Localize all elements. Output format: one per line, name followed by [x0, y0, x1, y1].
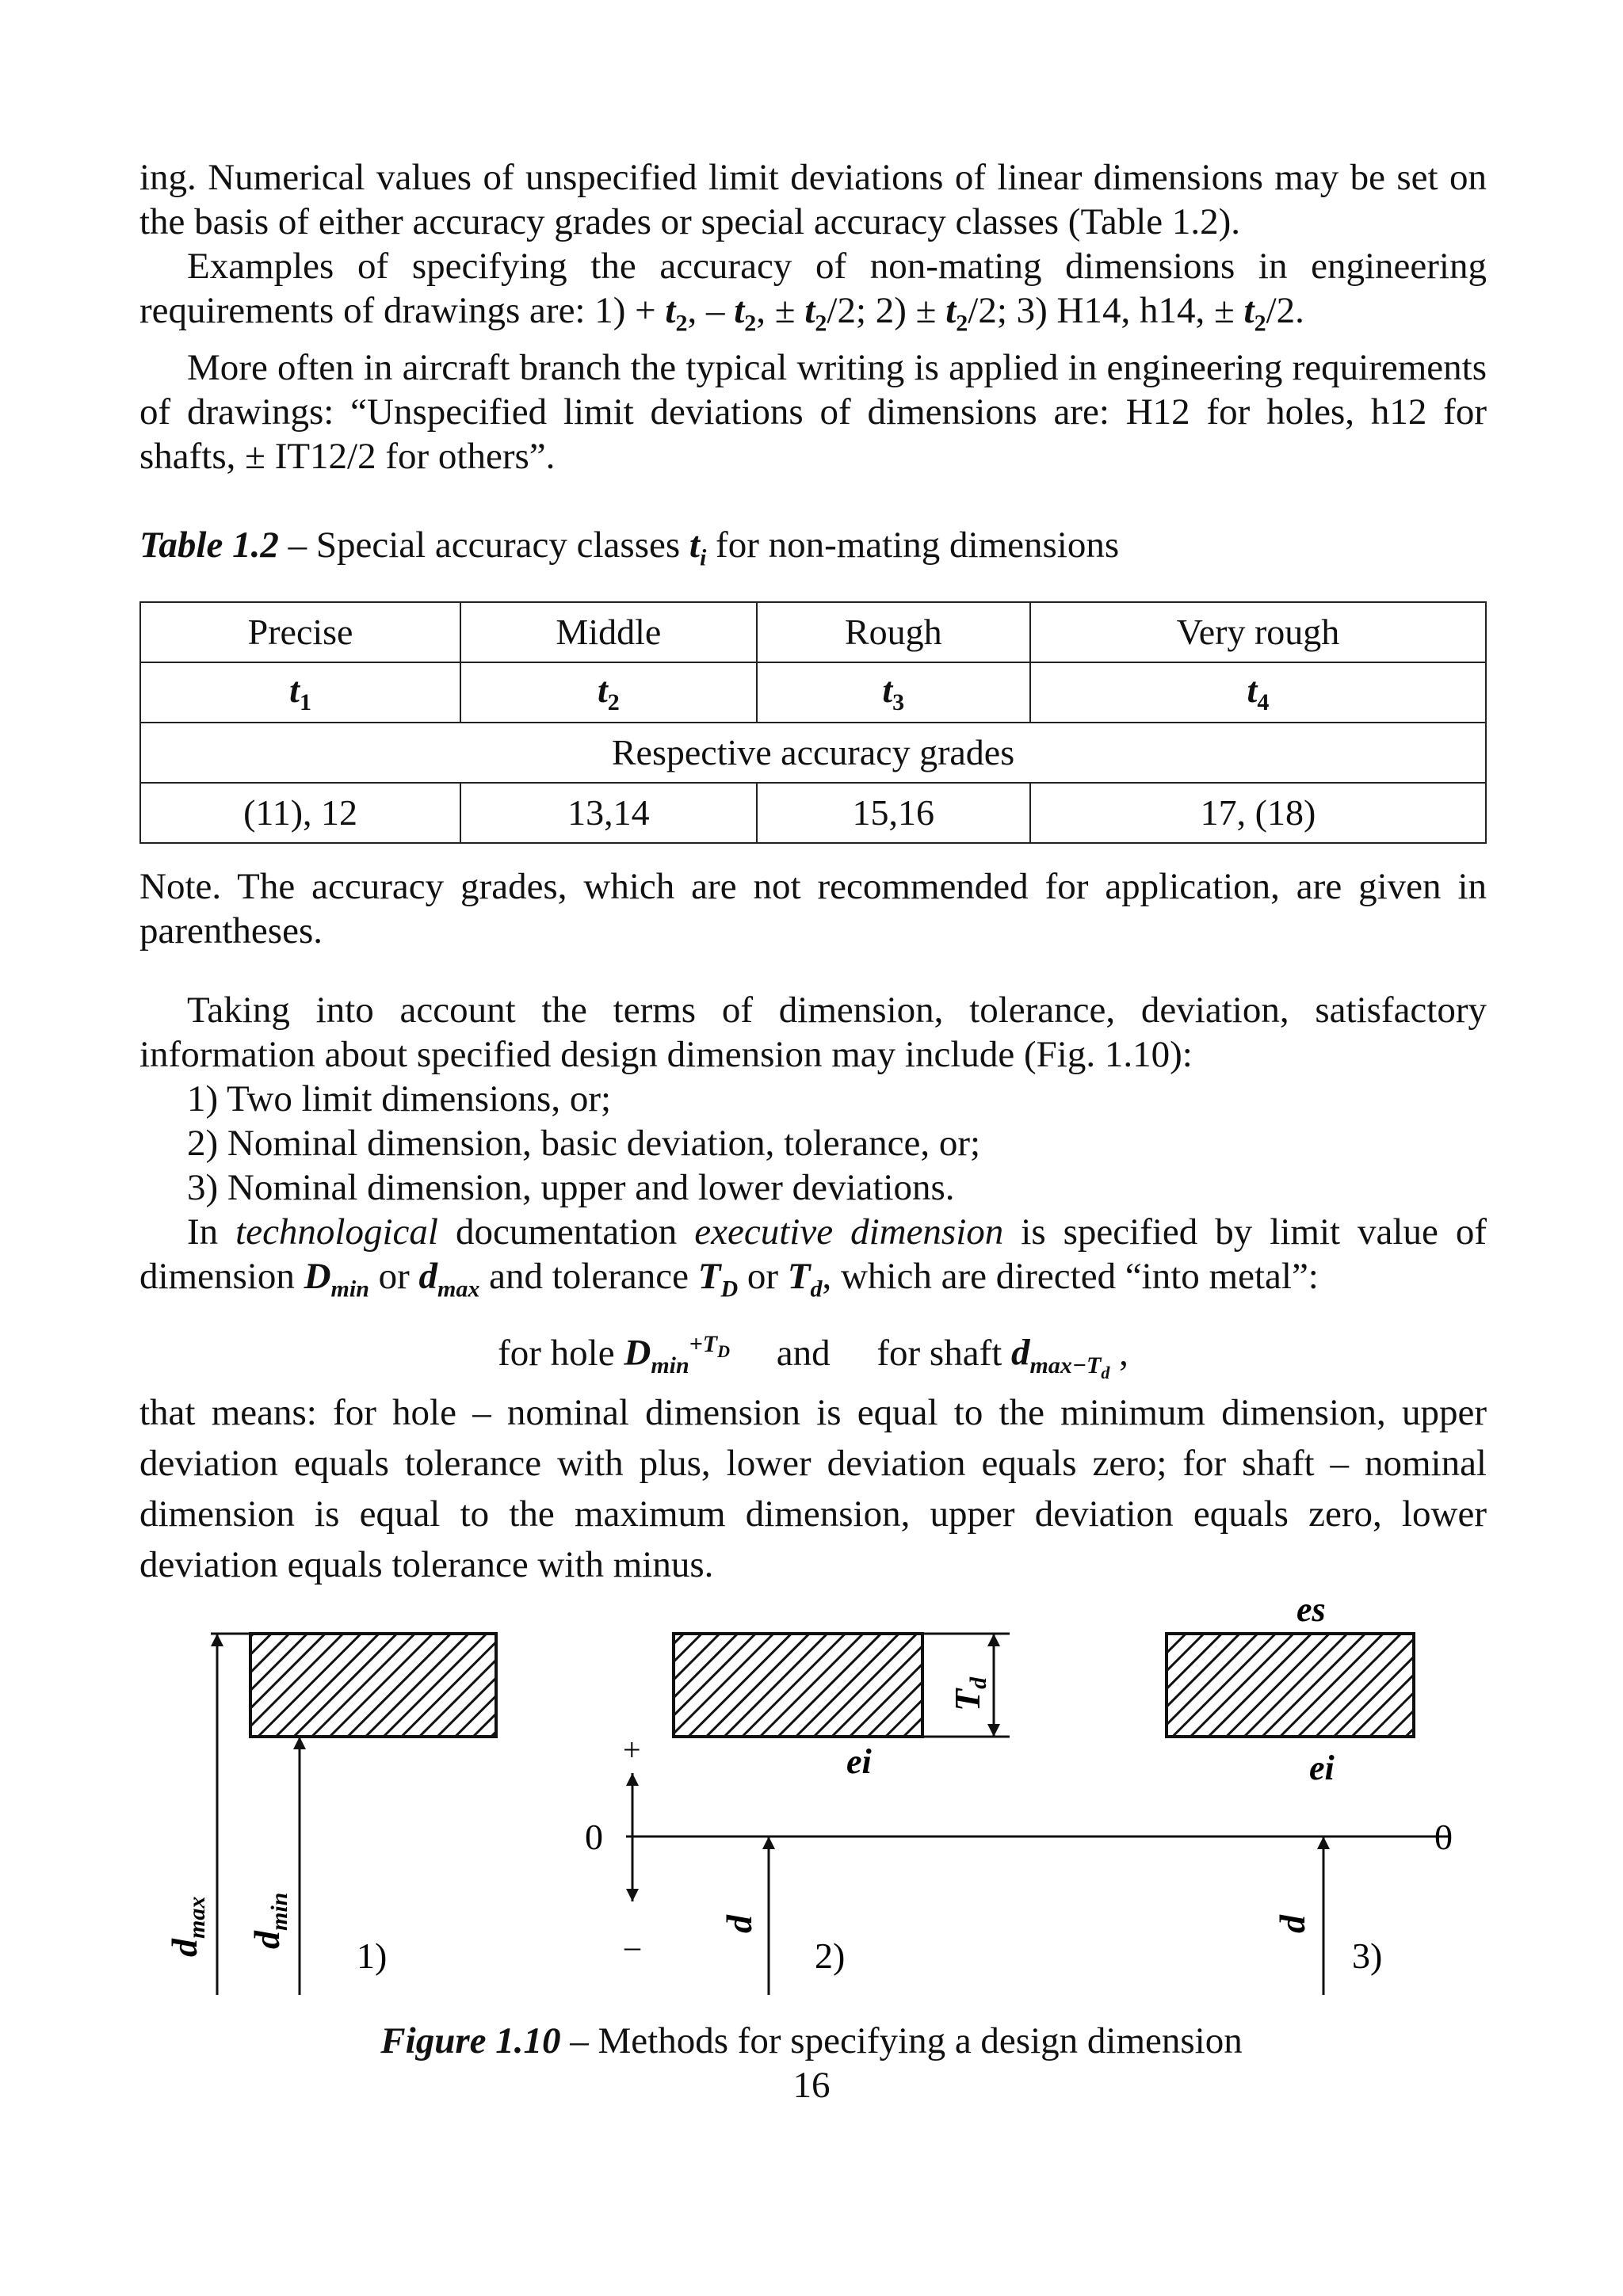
executive-dimension-formula: for hole $D_{min}^{+T_D}$ and for shaft $d_{max-T_d}$ ,: [498, 1331, 1128, 1383]
paragraph-5: In technological documentation executive dimension is specified by limit value of dimension $D_{min}$ or $d_{max}$ and tolerance $T_D$ or $T_d$, which are directed “into metal”:: [139, 1211, 1487, 1302]
table-header-very-rough: Very rough: [1030, 602, 1486, 662]
table-header-precise: Precise: [140, 602, 460, 662]
table-cell-class: $t_4$: [1030, 662, 1486, 723]
table-header-middle: Middle: [460, 602, 757, 662]
arrowhead-icon: [987, 1724, 1000, 1737]
case-3-tolerance-zone: [1167, 1634, 1414, 1737]
table-cell-grade: 15,16: [757, 783, 1030, 843]
case-3-number: 3): [1352, 1936, 1383, 1976]
table-row-classes: [140, 662, 1486, 723]
plus-sign: +: [623, 1732, 641, 1768]
table-cell-grade: 17, (18): [1030, 783, 1486, 843]
d-max-label: $d_{max}$: [164, 1896, 210, 1957]
case-1-number: 1): [357, 1936, 388, 1976]
arrowhead-icon: [211, 1634, 223, 1646]
table-caption: Table 1.2 – Special accuracy classes $t_i$ for non-mating dimensions: [139, 524, 1120, 571]
paragraph-6: that means: for hole – nominal dimension is equal to the minimum dimension, upper deviation equals tolerance with plus, lower deviation equals zero; for shaft – nominal dimension is equal to the maximum dimension, upper deviation equals zero, lower deviation equals tolerance with minus.: [139, 1392, 1487, 1586]
paragraph-4: Taking into account the terms of dimension, tolerance, deviation, satisfactory information about specified design dimension may include (Fig. 1.10):: [139, 989, 1487, 1075]
case-2-number: 2): [815, 1936, 846, 1976]
table-row-grades-label: [140, 723, 1486, 783]
table-grades-label: Respective accuracy grades: [140, 723, 1486, 783]
page-content: [139, 155, 1487, 1590]
zero-right-label: 0: [1434, 1817, 1453, 1857]
paragraph-1: ing. Numerical values of unspecified limit deviations of linear dimensions may be set on the basis of either accuracy grades or special accuracy classes (Table 1.2).: [139, 157, 1487, 242]
arrowhead-icon: [987, 1634, 1000, 1646]
table-header-rough: Rough: [757, 602, 1030, 662]
arrowhead-icon: [626, 1889, 639, 1901]
d-label-case-2: d: [719, 1915, 759, 1933]
table-cell-class: $t_3$: [757, 662, 1030, 723]
table-cell-grade: 13,14: [460, 783, 757, 843]
table-row-grades: [140, 783, 1486, 843]
list-item-3: 3) Nominal dimension, upper and lower deviations.: [187, 1166, 955, 1208]
case-2-diagram: [674, 1634, 1010, 1995]
ei-label-case-3: ei: [1309, 1749, 1335, 1787]
arrowhead-icon: [626, 1773, 639, 1786]
design-dimension-figure: [139, 1585, 1487, 1997]
case-1-tolerance-zone: [250, 1634, 496, 1737]
page-number: 16: [792, 2065, 831, 2106]
table-cell-class: $t_2$: [460, 662, 757, 723]
case-2-tolerance-zone: [674, 1634, 922, 1737]
table-cell-class: $t_1$: [140, 662, 460, 723]
td-label: Td: [947, 1676, 991, 1711]
table-row-headers: [140, 602, 1486, 662]
paragraph-3: More often in aircraft branch the typical writing is applied in engineering requirements of drawings: “Unspecified limit deviations of dimensions are: H12 for holes, h12 for shafts, ± IT12/2 for others”.: [139, 347, 1487, 478]
arrowhead-icon: [293, 1737, 306, 1749]
list-item-2: 2) Nominal dimension, basic deviation, tolerance, or;: [187, 1122, 981, 1164]
list-item-1: 1) Two limit dimensions, or;: [187, 1077, 612, 1119]
arrowhead-icon: [762, 1836, 775, 1849]
figure-caption: Figure 1.10 – Methods for specifying a design dimension: [380, 2020, 1243, 2061]
paragraph-2: Examples of specifying the accuracy of non-mating dimensions in engineering requirements of drawings are: $1) + t_2$, – $t_2$, ± $t_2/2$; $2) \pm t_2/2$; 3) H14, h14, ± $t_2/2$.: [139, 246, 1487, 337]
arrowhead-icon: [1317, 1836, 1330, 1849]
d-min-label: $d_{min}$: [246, 1892, 292, 1949]
zero-left-label: 0: [585, 1817, 603, 1857]
case-1-diagram: [164, 1634, 496, 1995]
table-note: Note. The accuracy grades, which are not recommended for application, are given in parentheses.: [139, 865, 1487, 952]
ei-label-case-2: ei: [846, 1742, 872, 1781]
table-cell-grade: (11), 12: [140, 783, 460, 843]
d-label-case-3: d: [1272, 1915, 1312, 1933]
case-3-diagram: [1167, 1590, 1414, 1995]
minus-sign: –: [624, 1928, 640, 1964]
accuracy-classes-table: [139, 601, 1487, 844]
es-label-case-3: es: [1296, 1590, 1326, 1629]
